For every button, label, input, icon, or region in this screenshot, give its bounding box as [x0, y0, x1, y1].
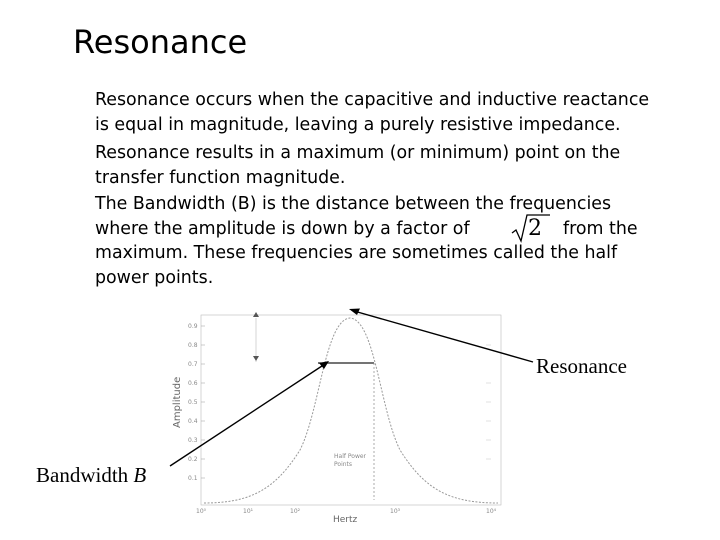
text-line: Resonance results in a maximum (or minimum) point on the [95, 143, 621, 163]
y-tick-label: 0.9 [188, 323, 198, 330]
y-tick-label: 0.8 [188, 342, 198, 349]
slide-title: Resonance [73, 23, 248, 61]
arrowhead-icon [253, 312, 259, 317]
arrowhead-icon [253, 356, 259, 361]
y-tick-label: 0.4 [188, 418, 198, 425]
text-line: power points. [95, 267, 214, 288]
resonance-callout-arrow [354, 311, 533, 362]
x-tick-label: 10² [290, 508, 301, 515]
x-tick-label: 10³ [390, 508, 401, 515]
text-line: The Bandwidth (B) is the distance between the frequencies [95, 194, 612, 214]
text-line: where the amplitude is down by a factor of [95, 218, 470, 239]
y-tick-label: 0.2 [188, 456, 198, 463]
text-line: Resonance occurs when the capacitive and inductive reactance [95, 90, 650, 110]
y-axis-label: Amplitude [172, 376, 183, 428]
half-power-annotation: Points [334, 461, 353, 468]
arrowhead-icon [349, 309, 360, 316]
text-from-the: from the [563, 219, 638, 239]
plot-frame [201, 315, 501, 505]
text-line: transfer function magnitude. [95, 167, 346, 188]
x-tick-label: 10⁴ [486, 508, 497, 515]
y-tick-label: 0.7 [188, 361, 198, 368]
bandwidth-callout-text: Bandwidth [36, 463, 129, 487]
resonance-curve [204, 318, 498, 503]
resonance-callout-label: Resonance [536, 354, 627, 378]
text-line: is equal in magnitude, leaving a purely resistive impedance. [95, 114, 621, 135]
y-tick-label: 0.3 [188, 437, 198, 444]
bandwidth-callout-label [36, 463, 146, 487]
x-tick-label: 10¹ [243, 508, 254, 515]
square-root-radicand: 2 [528, 216, 542, 241]
half-power-annotation: Half Power [334, 453, 367, 460]
x-tick-label: 10⁰ [196, 508, 207, 515]
x-axis-label: Hertz [333, 515, 358, 525]
arrowhead-icon [319, 361, 329, 369]
y-tick-label: 0.5 [188, 399, 198, 406]
y-tick-label: 0.1 [188, 475, 198, 482]
text-line: maximum. These frequencies are sometimes called the half [95, 243, 618, 263]
bandwidth-symbol: B [133, 463, 147, 487]
y-tick-label: 0.6 [188, 380, 198, 387]
